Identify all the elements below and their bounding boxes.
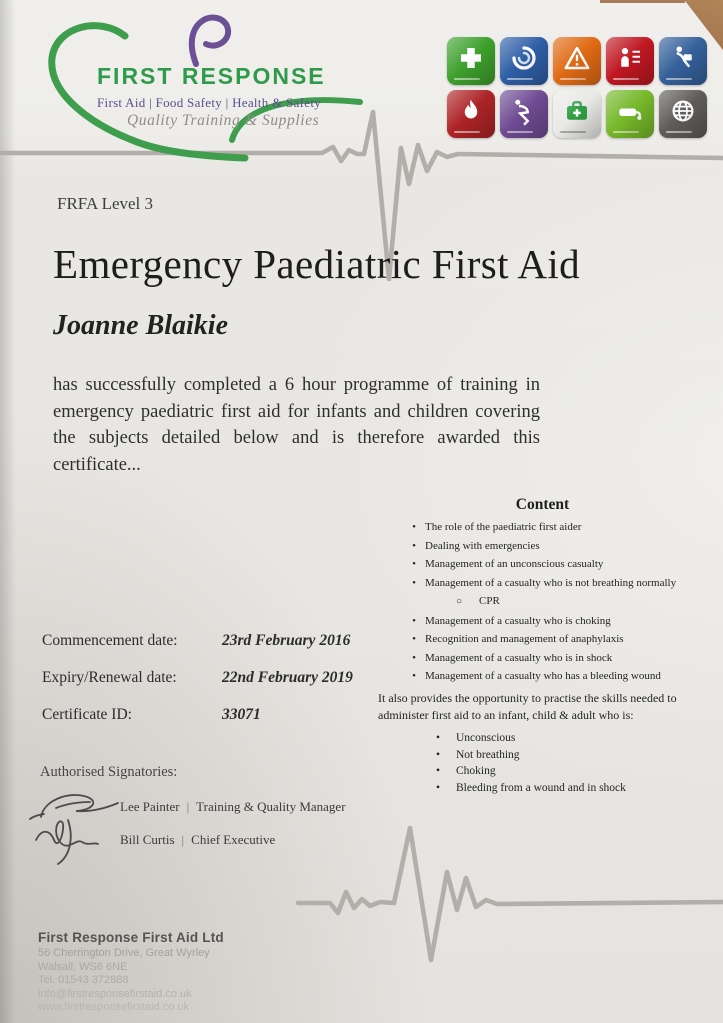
practise-item-text: Not breathing <box>456 748 520 761</box>
content-list-item <box>403 540 723 553</box>
bullet-icon <box>403 652 425 665</box>
bullet-icon <box>439 595 479 609</box>
bullet-icon <box>403 558 425 571</box>
footer-line: www.firstresponsefirstaid.co.uk <box>38 1001 189 1013</box>
content-item-text: The role of the paediatric first aider <box>425 521 582 533</box>
content-item-text: Recognition and management of anaphylaxis <box>425 633 624 645</box>
commencement-date-value: 23rd February 2016 <box>222 632 351 649</box>
recipient-name: Joanne Blaikie <box>53 310 229 341</box>
content-list-item <box>403 577 723 590</box>
bullet-icon <box>420 782 456 794</box>
content-list-item <box>403 521 723 534</box>
content-item-text: Management of a casualty who is not breathing normally <box>425 576 677 589</box>
hazard-warning-icon <box>553 37 601 85</box>
certificate-title: Emergency Paediatric First Aid <box>53 241 581 287</box>
manual-handling-icon <box>659 37 707 85</box>
company-contact-lines <box>38 947 224 1015</box>
footer-line: Walsall, WS6 6NE <box>38 960 128 973</box>
footer-line: 56 Cherrington Drive, Great Wyrley <box>38 947 210 959</box>
brand-name: FIRST RESPONSE <box>97 63 326 89</box>
practise-list <box>378 732 722 794</box>
food-safety-icon <box>500 37 548 85</box>
content-list-item <box>403 633 723 646</box>
content-item-text: Management of a casualty who is in shock <box>425 651 613 664</box>
bullet-icon <box>403 521 425 534</box>
content-list-item <box>403 595 723 609</box>
award-statement: has successfully completed a 6 hour programme of training in emergency paediatric first aid for infants and children covering the subjects detailed below and is therefore awarded this certificate... <box>53 375 540 475</box>
table-edge-sliver <box>600 0 685 3</box>
content-list <box>403 521 723 689</box>
divider: | <box>181 832 185 847</box>
first-aid-kit-icon <box>553 90 601 138</box>
practise-item-text: Choking <box>456 765 496 777</box>
practise-list-item <box>420 749 722 761</box>
practise-list-item <box>420 765 722 777</box>
certificate-id-label: Certificate ID: <box>42 706 132 723</box>
divider: | <box>186 799 190 814</box>
authorised-signatories-heading: Authorised Signatories: <box>40 764 178 780</box>
service-icon-grid <box>447 37 707 138</box>
signature-bill-curtis <box>32 816 120 866</box>
content-list-item <box>403 615 723 628</box>
brand-tagline: First Aid | Food Safety | Health & Safety <box>97 95 322 110</box>
training-icon <box>500 90 548 138</box>
signatory-1-name: Lee Painter <box>120 799 180 814</box>
content-item-text: Management of an unconscious casualty <box>425 558 604 570</box>
course-level: FRFA Level 3 <box>57 194 154 213</box>
bullet-icon <box>420 765 456 777</box>
content-list-item <box>403 652 723 665</box>
bullet-icon <box>420 749 456 761</box>
content-item-text: CPR <box>479 595 500 607</box>
bullet-icon <box>420 732 456 744</box>
expiry-date-label: Expiry/Renewal date: <box>42 669 177 686</box>
first-aid-icon <box>447 37 495 85</box>
content-heading: Content <box>515 496 570 513</box>
expiry-date-value: 22nd February 2019 <box>222 669 353 686</box>
content-list-item <box>403 670 723 683</box>
content-list-item <box>403 558 723 571</box>
certificate-id-row <box>42 706 261 724</box>
signatory-2-role: Chief Executive <box>191 832 276 847</box>
expiry-date-row <box>42 669 353 687</box>
content-item-text: Management of a casualty who is choking <box>425 614 611 627</box>
bullet-icon <box>403 615 425 628</box>
brand-subtagline: Quality Training & Supplies <box>127 112 320 129</box>
commencement-date-row <box>42 632 351 650</box>
content-item-text: Dealing with emergencies <box>425 539 540 552</box>
practise-item-text: Unconscious <box>456 732 516 744</box>
signatory-1 <box>120 799 346 815</box>
certificate-id-value: 33071 <box>222 706 261 723</box>
bullet-icon <box>403 577 425 590</box>
commencement-date-label: Commencement date: <box>42 632 178 649</box>
e-learning-icon <box>659 90 707 138</box>
practise-item-text: Bleeding from a wound and in shock <box>456 781 626 794</box>
company-name: First Response First Aid Ltd <box>38 930 224 945</box>
signatory-2 <box>120 832 275 848</box>
footer-line: Tel. 01543 372888 <box>38 974 129 986</box>
signatory-1-role: Training & Quality Manager <box>196 799 346 814</box>
company-footer <box>38 930 224 1015</box>
content-item-text: Management of a casualty who has a bleeding wound <box>425 670 661 682</box>
signatory-2-name: Bill Curtis <box>120 832 175 847</box>
bed-moving-icon <box>606 90 654 138</box>
risk-assessment-icon <box>606 37 654 85</box>
practise-list-item <box>420 782 722 794</box>
fire-safety-icon <box>447 90 495 138</box>
practise-list-item <box>420 732 722 744</box>
bullet-icon <box>403 540 425 553</box>
practise-intro: It also provides the opportunity to practise the skills needed to administer first aid to an infant, child & adult who is: <box>378 691 677 722</box>
footer-line: info@firstresponsefirstaid.co.uk <box>38 987 192 1000</box>
